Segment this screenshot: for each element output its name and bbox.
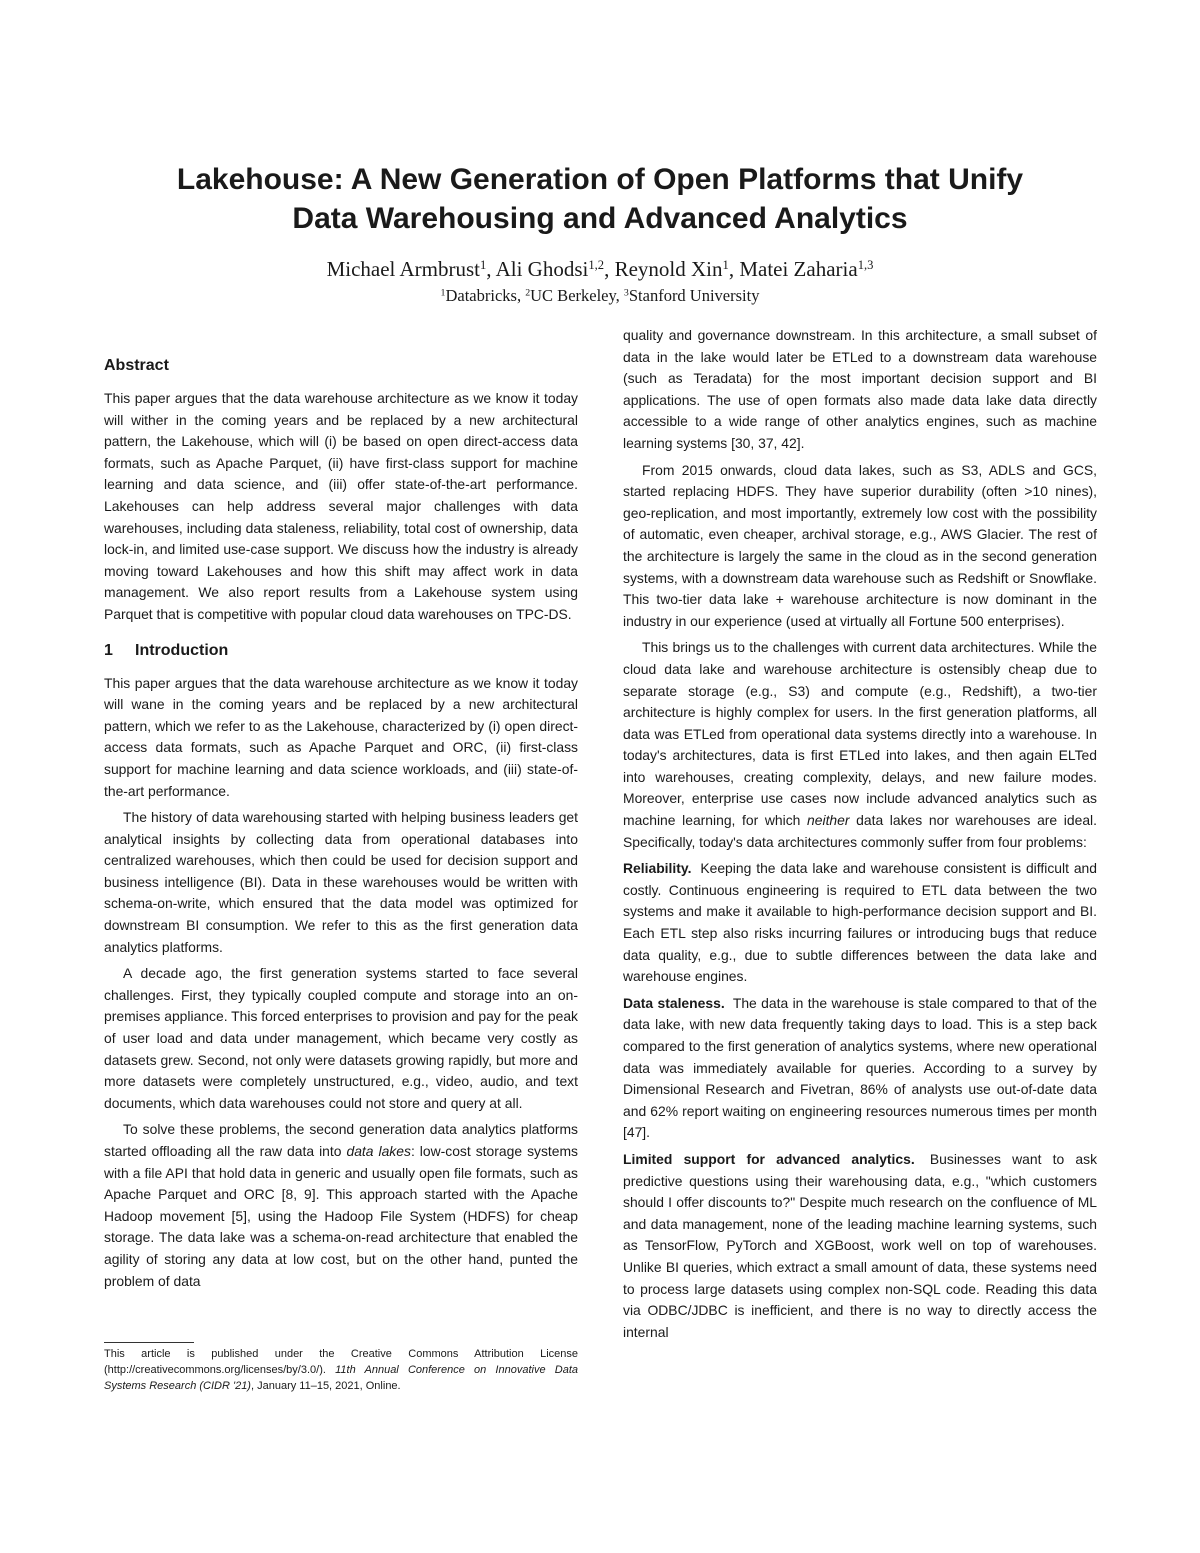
paper-title	[0, 160, 1200, 238]
abstract-text: This paper argues that the data warehouse architecture as we know it today will wither in the coming years and be replaced by a new architectural pattern, the Lakehouse, which will (i) be based on open direct-access data formats, such as Apache Parquet, (ii) have first-class support for machine learning and data science, and (iii) offer state-of-the-art performance. Lakehouses can help address several major challenges with data warehouses, including data staleness, reliability, total cost of ownership, data lock-in, and limited use-case support. We discuss how the industry is already moving toward Lakehouses and how this shift may affect work in data management. We also report results from a Lakehouse system using Parquet that is competitive with popular cloud data warehouses on TPC-DS.	[104, 390, 578, 622]
author: Matei Zaharia$^{1,3}$	[739, 257, 874, 281]
affiliation-list	[0, 285, 1200, 307]
abstract-heading: Abstract	[104, 357, 169, 374]
section-title: Introduction	[135, 641, 229, 659]
problem-reliability: Reliability. Keeping the data lake and warehouse consistent is difficult and costly. Continuous engineering is required to ETL data between the two systems and make it available to high-performance decision support and BI. Each ETL step also risks incurring failures or introducing bugs that reduce data quality, e.g., due to subtle differences between the data lake and warehouse engines.	[623, 860, 1097, 985]
affiliation: $^3$Stanford University	[623, 286, 760, 305]
footnote: This article is published under the Creative Commons Attribution License (http://creativecommons.org/licenses/by/3.0/). 11th Annual Conference on Innovative Data Systems Research (CIDR '21), January 11–15, 2021, Online.	[104, 1348, 579, 1392]
section-number: 1	[104, 641, 113, 659]
right-paragraph-3: This brings us to the challenges with current data architectures. While the cloud data lake and warehouse architecture is ostensibly cheap due to separate storage (e.g., S3) and compute (e.g., Redshift), a two-tier architecture is highly complex for users. In the first generation platforms, all data was ETLed from operational data systems directly into a warehouse. In today's architectures, data is first ETLed into lakes, and then again ELTed into warehouses, creating complexity, delays, and new failure modes. Moreover, enterprise use cases now include advanced analytics such as machine learning, for which neither data lakes nor warehouses are ideal. Specifically, today's data architectures commonly suffer from four problems:	[623, 639, 1097, 850]
right-paragraph-2: From 2015 onwards, cloud data lakes, such as S3, ADLS and GCS, started replacing HDFS. They have superior durability (often >10 nines), geo-replication, and most importantly, extremely low cost with the possibility of automatic, even cheaper, archival storage, e.g., AWS Glacier. The rest of the architecture is largely the same in the cloud as in the second generation systems, with a downstream data warehouse such as Redshift or Snowflake. This two-tier data lake + warehouse architecture is now dominant in the industry in our experience (used at virtually all Fortune 500 enterprises).	[623, 461, 1097, 629]
intro-paragraph-2: The history of data warehousing started with helping business leaders get analytical insights by collecting data from operational databases into centralized warehouses, which then could be used for decision support and business intelligence (BI). Data in these warehouses would be written with schema-on-write, which ensured that the data model was optimized for downstream BI consumption. We refer to this as the first generation data analytics platforms.	[104, 809, 578, 955]
affiliation: $^2$UC Berkeley,	[525, 286, 624, 305]
author-list	[0, 256, 1200, 282]
section-heading-introduction	[104, 639, 578, 663]
runin-heading: Reliability.	[623, 860, 692, 877]
affiliation: $^1$Databricks,	[440, 286, 526, 305]
left-column	[104, 354, 578, 1292]
author: Reynold Xin$^1$,	[614, 257, 740, 281]
problem-data-staleness: Data staleness. The data in the warehouse is stale compared to that of the data lake, with new data frequently taking days to load. This is a step back compared to the first generation of analytics systems, where new operational data was immediately available for queries. According to a survey by Dimensional Research and Fivetran, 86% of analysts use out-of-date data and 62% report waiting on engineering resources numerous times per month [47].	[623, 994, 1098, 1141]
intro-paragraph-4: To solve these problems, the second generation data analytics platforms started offloading all the raw data into data lakes: low-cost storage systems with a file API that hold data in generic and usually open file formats, such as Apache Parquet and ORC [8, 9]. This approach started with the Apache Hadoop movement [5], using the Hadoop File System (HDFS) for cheap storage. The data lake was a schema-on-read architecture that enabled the agility of storing any data at low cost, but on the other hand, punted the problem of data	[104, 1121, 578, 1289]
right-paragraph-1: quality and governance downstream. In this architecture, a small subset of data in the lake would later be ETLed to a downstream data warehouse (such as Teradata) for the most important decision support and BI applications. The use of open formats also made data lake data directly accessible to a wide range of other analytics engines, such as machine learning systems [30, 37, 42].	[623, 327, 1097, 451]
right-column	[623, 325, 1097, 1343]
author: Michael Armbrust$^1$,	[326, 257, 496, 281]
runin-heading: Limited support for advanced analytics.	[623, 1150, 915, 1167]
runin-heading: Data staleness.	[623, 994, 725, 1011]
footnote-rule	[104, 1342, 194, 1343]
intro-paragraph-1: This paper argues that the data warehouse architecture as we know it today will wane in the coming years and be replaced by a new architectural pattern, which we refer to as the Lakehouse, characterized by (i) open direct-access data formats, such as Apache Parquet and ORC, (ii) first-class support for machine learning and data science workloads, and (iii) state-of-the-art performance.	[104, 674, 578, 799]
intro-paragraph-3: A decade ago, the first generation systems started to face several challenges. First, they typically coupled compute and storage into an on-premises appliance. This forced enterprises to provision and pay for the peak of user load and data under management, which became very costly as datasets grew. Second, not only were datasets growing rapidly, but more and more datasets were completely unstructured, e.g., video, audio, and text documents, which data warehouses could not store and query at all.	[104, 965, 578, 1111]
problem-limited-support: Limited support for advanced analytics. Businesses want to ask predictive questions using their warehousing data, e.g., "which customers should I offer discounts to?" Despite much research on the confluence of ML and data management, none of the leading machine learning systems, such as TensorFlow, PyTorch and XGBoost, work well on top of warehouses. Unlike BI queries, which extract a small amount of data, these systems need to process large datasets using complex non-SQL code. Reading this data via ODBC/JDBC is inefficient, and there is no way to directly access the internal	[623, 1150, 1098, 1340]
author: Ali Ghodsi$^{1,2}$,	[495, 257, 615, 281]
title-line-2: Data Warehousing and Advanced Analytics	[292, 202, 908, 235]
title-line-1: Lakehouse: A New Generation of Open Platforms that Unify	[176, 163, 1024, 196]
